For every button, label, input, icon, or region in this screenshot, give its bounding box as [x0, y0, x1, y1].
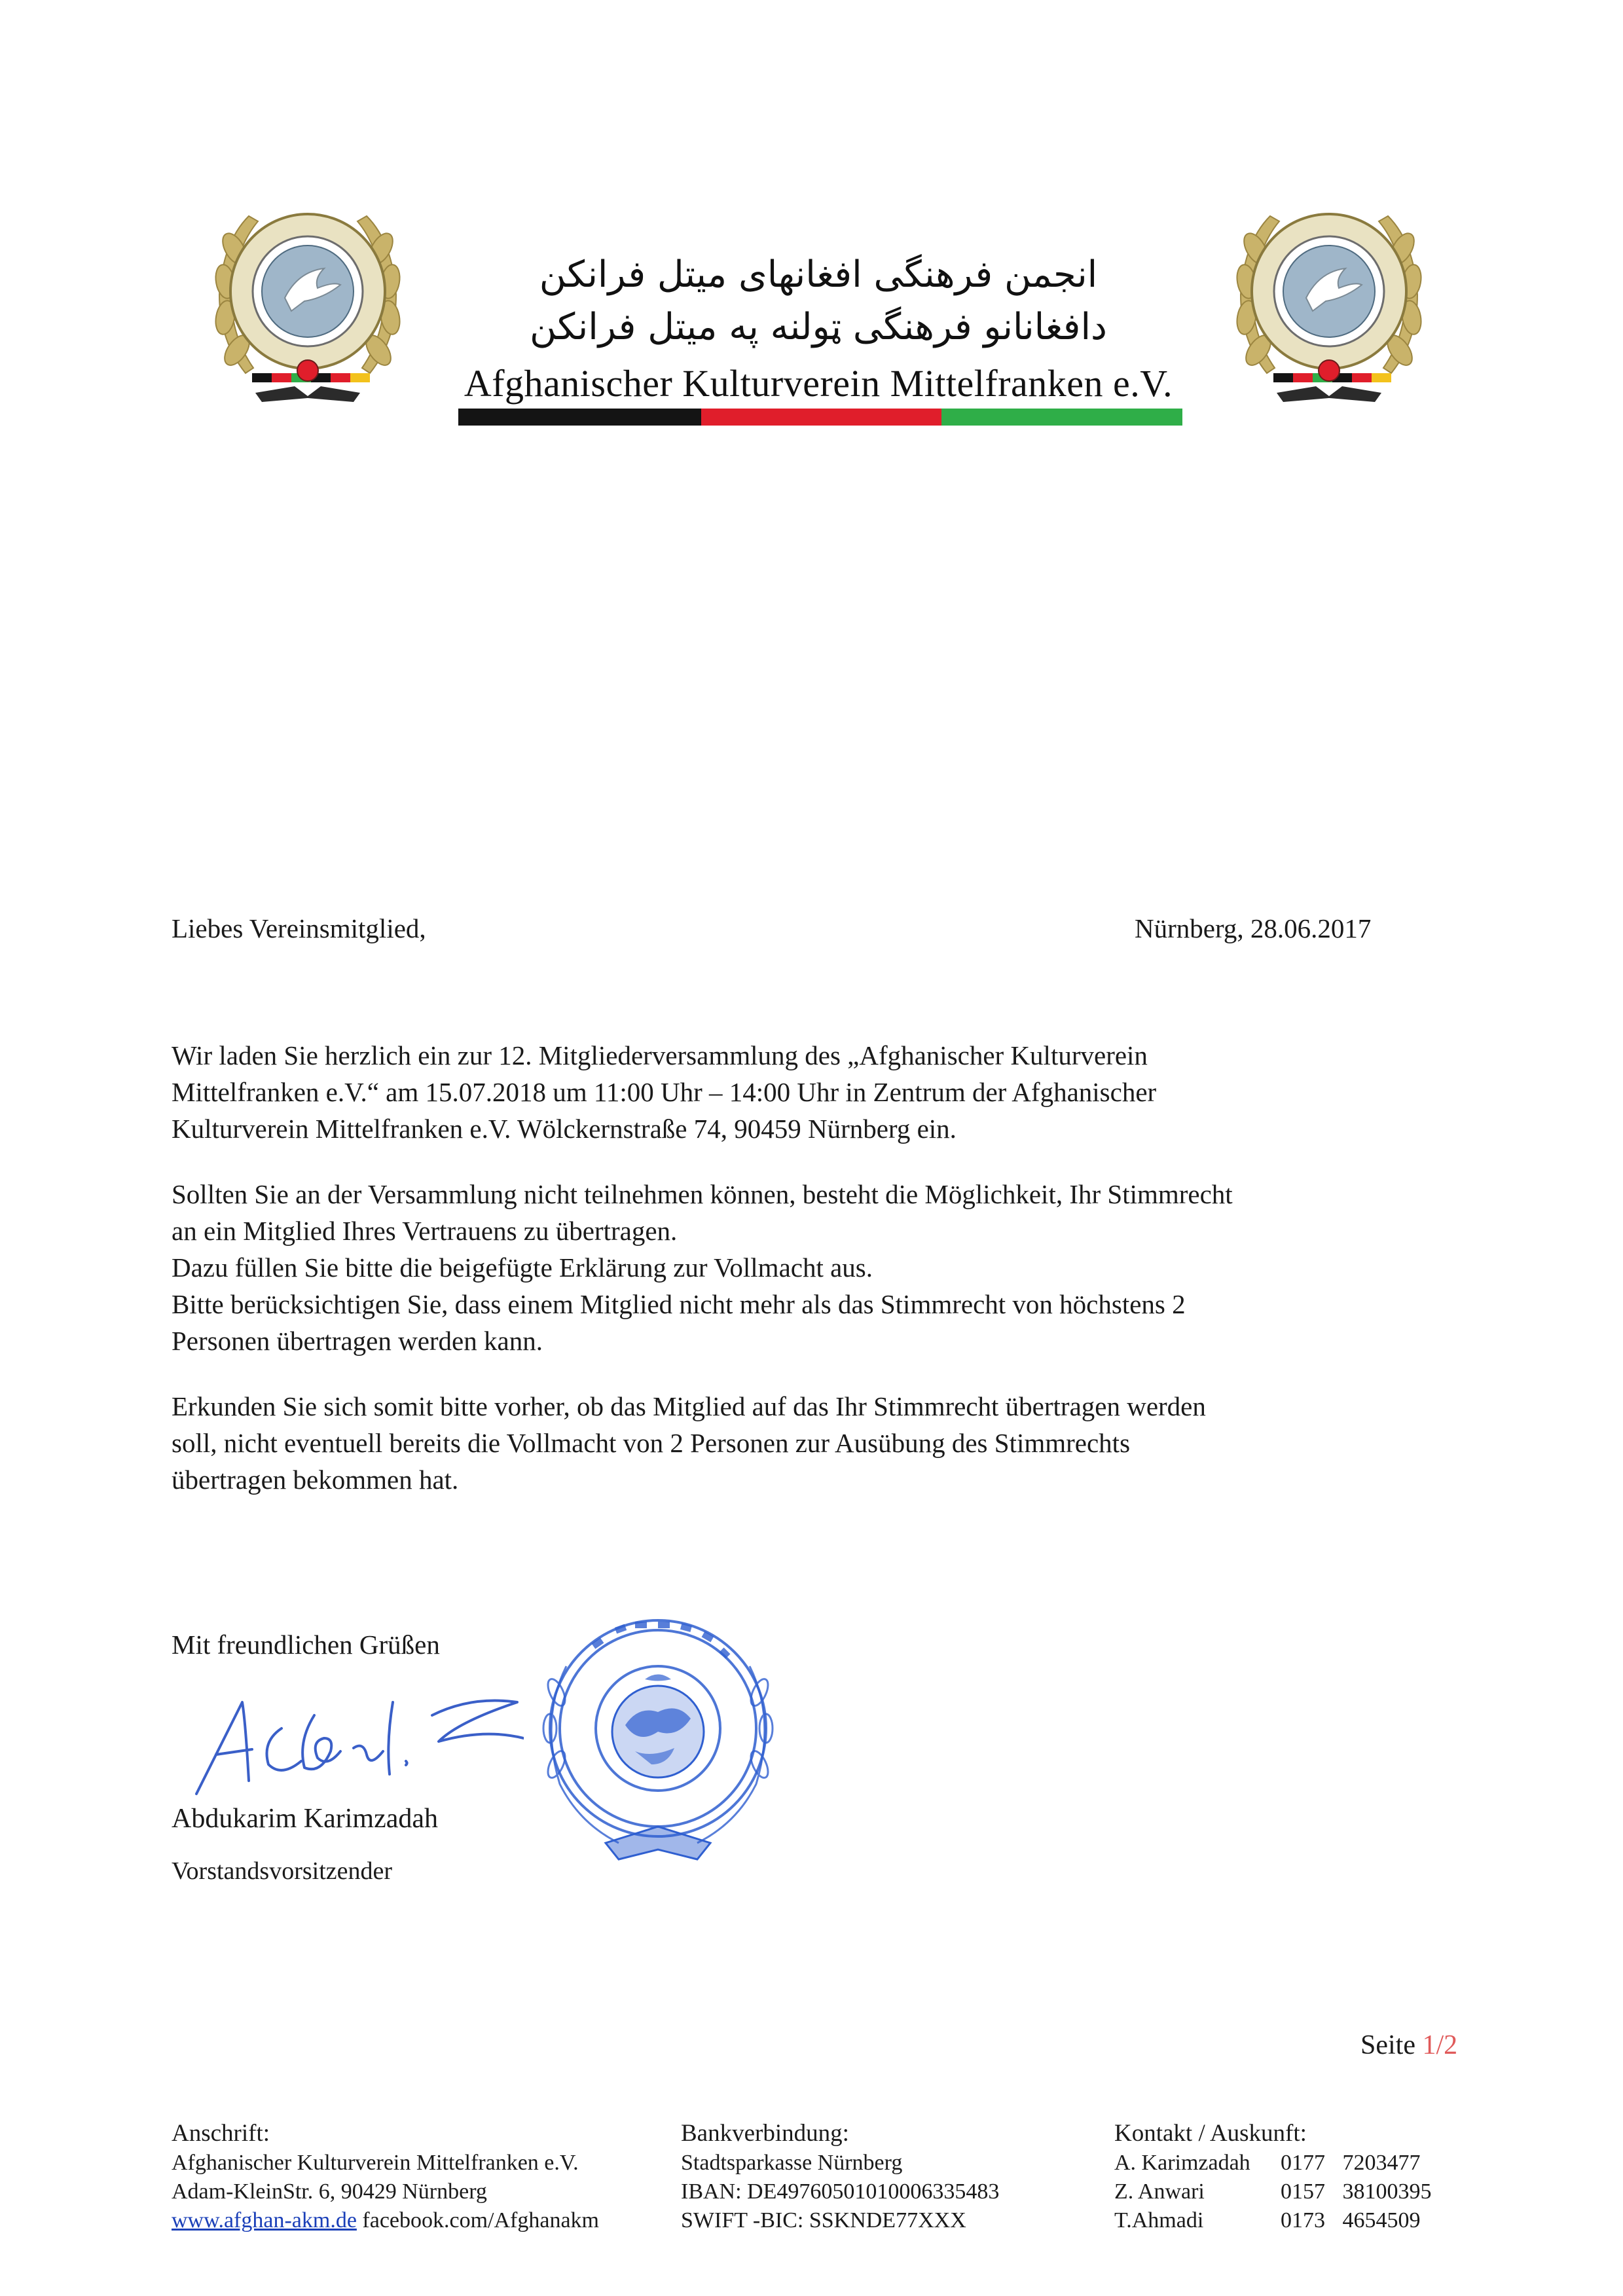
contact-name: A. Karimzadah — [1114, 2151, 1250, 2175]
page-number — [1360, 2027, 1457, 2064]
bank-name: Stadtsparkasse Nürnberg — [681, 2151, 903, 2175]
text-line: Erkunden Sie sich somit bitte vorher, ob das Mitglied auf das Ihr Stimmrecht übertragen werden — [172, 1391, 1206, 1421]
flag-stripe-red — [701, 409, 941, 426]
flag-stripe-green — [941, 409, 1182, 426]
page-number-current: 1 — [1422, 2030, 1436, 2060]
association-emblem-left — [177, 177, 439, 439]
footer-address-heading: Anschrift: — [172, 2120, 270, 2147]
website-link[interactable]: www.afghan-akm.de — [172, 2208, 357, 2232]
signer-name: Abdukarim Karimzadah — [172, 1804, 439, 1834]
page-number-total: /2 — [1436, 2030, 1458, 2060]
text-line: soll, nicht eventuell bereits die Vollmacht von 2 Personen zur Ausübung des Stimmrechts — [172, 1428, 1131, 1458]
text-line: Bitte berücksichtigen Sie, dass einem Mitglied nicht mehr als das Stimmrecht von höchstens 2 — [172, 1289, 1186, 1319]
paragraph-invitation — [172, 1037, 1487, 1147]
letter-date: Nürnberg, 28.06.2017 — [1135, 913, 1372, 943]
bank-bic: SWIFT -BIC: SSKNDE77XXX — [681, 2208, 966, 2232]
footer-web-line — [172, 2206, 599, 2235]
text-line: Kulturverein Mittelfranken e.V. Wölckernstraße 74, 90459 Nürnberg ein. — [172, 1114, 957, 1144]
footer-address — [172, 2119, 599, 2235]
contact-row — [1114, 2206, 1432, 2235]
footer-bank-details — [681, 2119, 999, 2235]
footer-bank-heading: Bankverbindung: — [681, 2120, 849, 2147]
text-line: Wir laden Sie herzlich ein zur 12. Mitgliederversammlung des „Afghanischer Kulturverein — [172, 1040, 1148, 1070]
footer-address-line: Afghanischer Kulturverein Mittelfranken e.V. — [172, 2151, 579, 2175]
association-stamp — [494, 1594, 822, 1882]
title-dari: انجمن فرهنگی افغانهای میتل فرانکن — [539, 253, 1098, 296]
contact-phone: 0157 38100395 — [1281, 2179, 1432, 2204]
organization-name: Afghanischer Kulturverein Mittelfranken e.V. — [464, 362, 1173, 405]
contact-phone: 0173 4654509 — [1281, 2208, 1421, 2232]
bank-iban: IBAN: DE49760501010006335483 — [681, 2179, 1000, 2204]
text-line: Dazu füllen Sie bitte die beigefügte Erklärung zur Vollmacht aus. — [172, 1252, 873, 1283]
paragraph-proxy-vote — [172, 1176, 1487, 1359]
footer-address-line: Adam-KleinStr. 6, 90429 Nürnberg — [172, 2179, 487, 2204]
contact-row — [1114, 2178, 1432, 2206]
association-emblem-right — [1198, 177, 1460, 439]
dove-emblem-icon — [1198, 177, 1460, 439]
facebook-text: facebook.com/Afghanakm — [362, 2208, 600, 2232]
paragraph-proxy-check — [172, 1388, 1487, 1498]
salutation: Liebes Vereinsmitglied, — [172, 913, 426, 943]
text-line: an ein Mitglied Ihres Vertrauens zu übertragen. — [172, 1216, 678, 1246]
handwritten-signature — [183, 1676, 524, 1807]
page-number-prefix: Seite — [1360, 2030, 1423, 2060]
footer-contact — [1114, 2119, 1432, 2235]
flag-color-bar — [458, 409, 1182, 426]
text-line: Sollten Sie an der Versammlung nicht teilnehmen können, besteht die Möglichkeit, Ihr Stimmrecht — [172, 1179, 1233, 1209]
flag-stripe-black — [458, 409, 701, 426]
signer-title: Vorstandsvorsitzender — [172, 1857, 393, 1885]
contact-name: Z. Anwari — [1114, 2179, 1205, 2204]
footer-contact-heading: Kontakt / Auskunft: — [1114, 2120, 1307, 2147]
text-line: Personen übertragen werden kann. — [172, 1326, 543, 1356]
contact-name: T.Ahmadi — [1114, 2208, 1204, 2232]
closing-greeting: Mit freundlichen Grüßen — [172, 1630, 440, 1660]
title-pashto: دافغانانو فرهنگی ټولنه په میتل فرانکن — [530, 306, 1107, 348]
letterhead-title-block — [452, 249, 1185, 410]
contact-row — [1114, 2149, 1432, 2178]
text-line: Mittelfranken e.V.“ am 15.07.2018 um 11:00 Uhr – 14:00 Uhr in Zentrum der Afghanischer — [172, 1077, 1157, 1107]
contact-phone: 0177 7203477 — [1281, 2151, 1421, 2175]
dove-emblem-icon — [177, 177, 439, 439]
text-line: übertragen bekommen hat. — [172, 1465, 459, 1495]
